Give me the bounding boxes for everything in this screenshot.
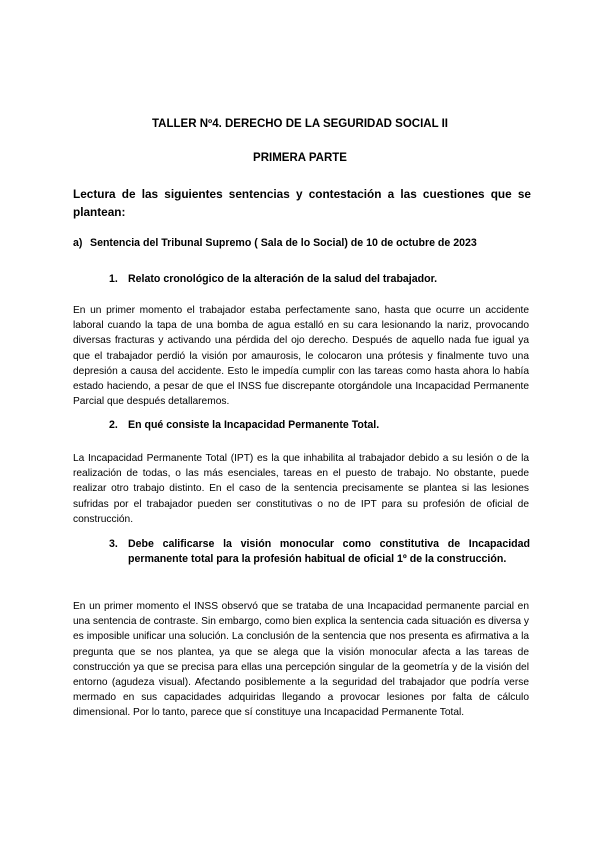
section-a-title: Sentencia del Tribunal Supremo ( Sala de lo Social) de 10 de octubre de 2023 [90,237,477,249]
document-title: TALLER Nº4. DERECHO DE LA SEGURIDAD SOCIAL II [152,118,448,130]
question-2-number: 2. [109,419,118,431]
document-subtitle: PRIMERA PARTE [253,152,347,164]
question-3-number: 3. [109,538,118,550]
question-2-heading [109,418,529,433]
question-1-heading [109,272,529,287]
answer-3-paragraph: En un primer momento el INSS observó que se trataba de una Incapacidad permanente parcial en una sentencia de contraste. Sin embargo, como bien explica la sentencia cada situación es diversa y es imposible unificar una solución. La conclusión de la sentencia que nos presenta es afirmativa a la pregunta que se nos plantea, ya que se alega que la visión monocular afecta a las tareas de construcción ya que se precisa para ellas una percepción singular de la geometría y de la visión del entorno (agudeza visual). Afectando posiblemente a la seguridad del trabajador que podría verse mermado en sus capacidades adquiridas llegando a provocar lesiones por falta de cálculo dimensional. Por lo tanto, parece que sí constituye una Incapacidad Permanente Total. [73,601,529,719]
question-1-number: 1. [109,273,118,285]
section-a-heading [73,237,533,249]
question-3-heading [109,537,529,566]
answer-1-paragraph: En un primer momento el trabajador estaba perfectamente sano, hasta que ocurre un accidente laboral cuando la tapa de una bomba de agua estalló en su cara lesionando la nariz, provocando diversas fracturas y activando una pérdida del ojo derecho. Después de aquello nada fue igual ya que el trabajador perdió la visión por amaurosis, le colocaron una prótesis y finalmente tuvo una depresión a causa del accidente. Esto le impedía cumplir con las tareas como hasta ahora lo había estado haciendo, a pesar de que el INSS fue discrepante otorgándole una Incapacidad Permanente Parcial que después detallaremos. [73,305,529,408]
section-a-marker: a) [73,237,83,249]
question-3-text: Debe calificarse la visión monocular como constitutiva de Incapacidad permanente total para la profesión habitual de oficial 1º de la construcción. [128,538,530,565]
answer-2-paragraph: La Incapacidad Permanente Total (IPT) es la que inhabilita al trabajador debido a su lesión o de la realización de todas, o las más esenciales, tareas en el puesto de trabajo. No obstante, puede realizar otro trabajo distinto. En el caso de la sentencia precisamente se plantea si las lesiones sufridas por el trabajador pueden ser constitutivas o no de IPT para su profesión de oficial de construcción. [73,453,529,525]
intro-instruction: Lectura de las siguientes sentencias y contestación a las cuestiones que se plantean: [73,187,531,219]
question-1-text: Relato cronológico de la alteración de la salud del trabajador. [128,273,438,285]
question-2-text: En qué consiste la Incapacidad Permanente Total. [128,419,380,431]
